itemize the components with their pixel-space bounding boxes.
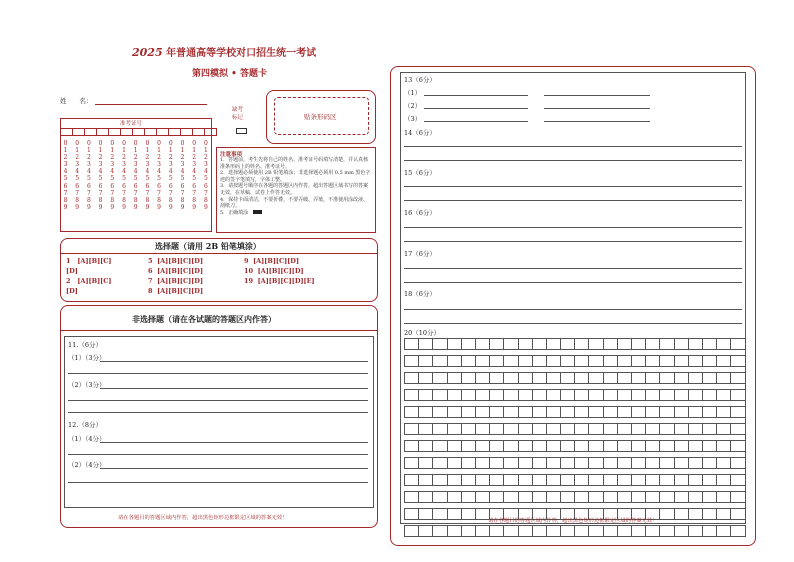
notice-list [220,157,372,216]
absent-mark-box[interactable] [236,128,247,134]
ticket-digit-column[interactable]: 0 1 2 3 4 5 6 7 8 9 [157,140,161,211]
footer-note-left: 请在各题目的答题区域内作答，超出黑色矩形边框限定区域的答案无效！ [118,515,288,521]
q14-label: 14（6分） [404,129,436,137]
ticket-digit-column[interactable]: 0 1 2 3 4 5 6 7 8 9 [110,140,115,211]
exam-title [132,44,316,59]
ticket-digit-column[interactable]: 0 1 2 3 4 5 6 7 8 9 [203,140,208,211]
exam-subtitle: 第四模拟 • 答题卡 [192,69,268,79]
nonchoice-title: 非选择题（请在各试题的答题区内作答） [132,314,276,324]
q12-2-label: （2）（4分） [68,461,106,469]
q13-1-label: （1） [404,89,422,97]
choice-row[interactable]: [D] [66,267,78,275]
ticket-digit-column[interactable]: 0 1 2 3 4 5 6 7 8 9 [168,140,173,211]
answer-line[interactable] [68,482,368,483]
answer-line[interactable] [68,412,368,413]
barcode-label: 贴条形码区 [304,113,337,121]
notice-title: 注意事项 [220,152,243,158]
answer-line[interactable] [404,200,742,201]
notice-item-1: 1．答题前，考生先将自己的姓名、准考证号码填写清楚，并认真核准条形码上的姓名、准考证号。 [220,157,369,170]
ticket-number-label: 准考证号 [120,121,143,127]
answer-line[interactable] [404,160,742,161]
choice-row[interactable]: 10 [A][B][C][D] [244,267,304,275]
name-label: 姓 名： [60,97,93,105]
q12-1-label: （1）（4分） [68,435,106,443]
answer-line[interactable] [424,95,528,96]
q12-label: 12.（8分） [68,421,102,429]
q20-label: 20（10分） [404,329,441,337]
choice-row[interactable]: 1 [A][B][C] [66,257,112,265]
notice-item-4: 4．保持卡面清洁，不要折叠，不要弄破、弄皱，不准使用涂改液、刮纸刀。 [220,196,369,210]
q16-label: 16（6分） [404,209,436,217]
q18-label: 18（6分） [404,290,436,298]
ticket-digit-column[interactable]: 0 1 2 3 4 5 6 7 8 9 [86,140,91,211]
q15-label: 15（6分） [404,169,436,177]
answer-line[interactable] [68,454,368,455]
answer-line[interactable] [404,146,742,147]
ticket-digit-column[interactable]: 0 1 2 3 4 5 6 7 8 9 [63,140,68,211]
q13-2-label: （2） [404,102,422,110]
choice-row[interactable]: 19 [A][B][C][D][E] [244,277,315,285]
ticket-write-row[interactable] [60,128,217,136]
choice-row[interactable]: 7 [A][B][C][D] [148,277,204,285]
ticket-digit-column[interactable]: 0 1 2 3 4 5 6 7 8 9 [145,140,150,211]
footer-note-right: 请在各题目的答题区域内作答，超出黑色矩形边框限定区域的答案无效！ [488,518,658,524]
answer-line[interactable] [404,241,742,242]
ticket-digit-column[interactable]: 0 1 2 3 4 5 6 7 8 9 [122,140,126,211]
answer-line[interactable] [404,186,742,187]
answer-line[interactable] [100,468,368,469]
notice-item-3: 3．请按题号顺序在各题的答题区内作答，超出答题区域书写的答案无效，在草稿、试卷上作答无效。 [220,183,369,196]
ticket-digit-column[interactable]: 0 1 2 3 4 5 6 7 8 9 [192,140,197,211]
answer-line[interactable] [404,323,742,324]
answer-line[interactable] [404,227,742,228]
q11-2-label: （2）（3分） [68,381,106,389]
q13-3-label: （3） [404,115,422,123]
choice-col-2 [148,256,203,296]
choice-row[interactable]: 9 [A][B][C][D] [244,257,300,265]
filled-sample-mark [253,210,262,214]
q13-label: 13（6分） [404,76,436,84]
choice-row[interactable]: 6 [A][B][C][D] [148,267,204,275]
q11-1-label: （1）（3分） [68,354,106,362]
answer-line[interactable] [100,388,368,389]
answer-line[interactable] [544,121,650,122]
notice-item-5: 5．正确填涂 [220,210,372,217]
choice-row[interactable]: 5 [A][B][C][D] [148,257,204,265]
choice-col-1 [66,256,112,296]
name-field[interactable] [95,104,207,105]
absent-mark-label: 缺考 标记 [232,107,244,121]
answer-line[interactable] [544,108,650,109]
answer-line[interactable] [404,309,742,310]
choice-col-3 [244,256,315,286]
answer-line[interactable] [424,108,528,109]
exam-title-text: 年普通高等学校对口招生统一考试 [166,48,317,59]
answer-line[interactable] [404,282,742,283]
answer-line[interactable] [100,442,368,443]
ticket-digit-column[interactable]: 0 1 2 3 4 5 6 7 8 9 [75,140,80,211]
choice-row[interactable]: [D] [66,287,78,295]
q11-label: 11.（6分） [68,341,102,349]
answer-line[interactable] [100,361,368,362]
choice-row[interactable]: 8 [A][B][C][D] [148,287,204,295]
answer-line[interactable] [424,121,528,122]
answer-line[interactable] [544,95,650,96]
ticket-digit-column[interactable]: 0 1 2 3 4 5 6 7 8 9 [133,140,138,211]
ticket-digit-column[interactable]: 0 1 2 3 4 5 6 7 8 9 [180,140,185,211]
answer-line[interactable] [404,268,742,269]
answer-line[interactable] [68,400,368,401]
ticket-digit-column[interactable]: 0 1 2 3 4 5 6 7 8 9 [98,140,103,211]
q17-label: 17（6分） [404,250,436,258]
choice-row[interactable]: 2 [A][B][C] [66,277,112,285]
answer-line[interactable] [68,373,368,374]
exam-year: 2025 [132,46,163,59]
notice-item-2: 2．选择题必须使用 2B 铅笔填涂；非选择题必须用 0.5 mm 黑色字迹的签字笔填写，字体工整。 [220,170,371,183]
choice-title: 选择题（请用 2B 铅笔填涂） [155,241,261,251]
